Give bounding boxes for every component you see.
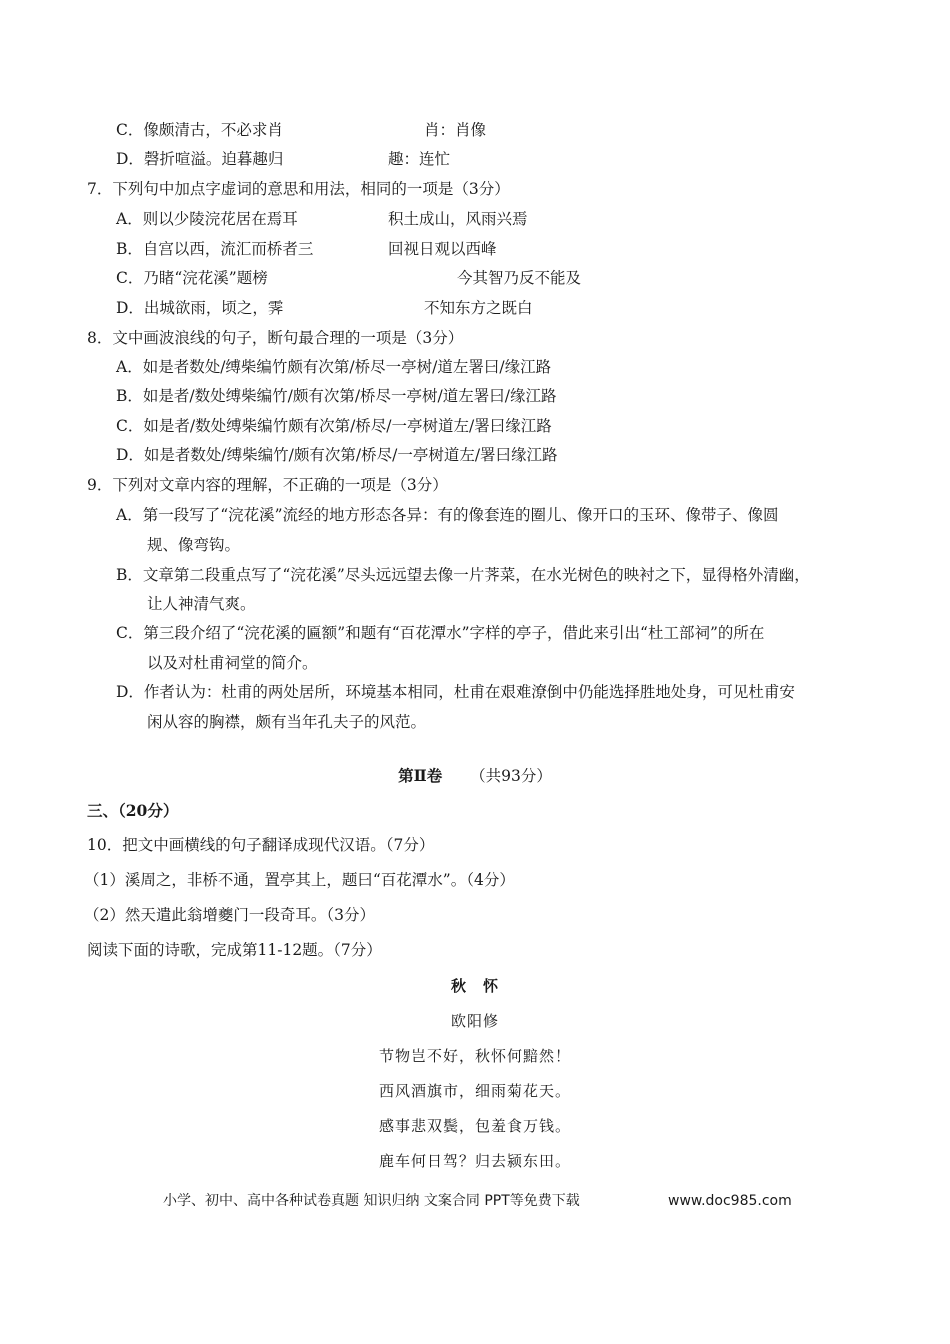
poem-line: 鹿车何日驾？归去颍东田。 (378, 1152, 571, 1170)
q9-option-b-cont: 让人神清气爽。 (147, 595, 256, 613)
q7-option-a: A．则以少陵浣花居在焉耳 (116, 210, 298, 228)
q9-option-b: B．文章第二段重点写了“浣花溪”尽头远远望去像一片荠菜，在水光树色的映衬之下，显得格外清幽， (116, 566, 810, 584)
q6-option-c-gloss: 肖：肖像 (424, 121, 487, 139)
q9-option-c-cont: 以及对杜甫祠堂的简介。 (147, 654, 318, 672)
q10-stem: 10．把文中画横线的句子翻译成现代汉语。（7分） (87, 836, 435, 854)
q7-stem: 7．下列句中加点字虚词的意思和用法，相同的一项是（3分） (87, 180, 510, 198)
q10-sentence-1: （1）溪周之，非桥不通，置亭其上，题曰“百花潭水”。（4分） (84, 871, 515, 889)
q9-option-c: C．第三段介绍了“浣花溪的匾额”和题有“百花潭水”字样的亭子，借此来引出“杜工部祠”的所在 (116, 624, 765, 642)
q6-option-d-gloss: 趣：连忙 (388, 150, 451, 168)
q7-option-b: B．自宫以西，流汇而桥者三 (116, 240, 314, 258)
section-score: （共93分） (470, 767, 552, 785)
poem-title: 秋 怀 (450, 977, 499, 995)
q7-option-d: D．出城欲雨，顷之，霁 (116, 299, 284, 317)
q8-option-a: A．如是者数处/缚柴编竹颇有次第/桥尽一亭树/道左署曰/缘江路 (116, 358, 552, 376)
q8-option-b: B．如是者/数处缚柴编竹/颇有次第/桥尽一亭树/道左署曰/缘江路 (116, 387, 557, 405)
q9-option-a-cont: 规、像弯钩。 (147, 536, 241, 554)
q7-option-a-right: 积土成山，风雨兴焉 (388, 210, 528, 228)
poem-author: 欧阳修 (450, 1012, 499, 1030)
section-heading (0, 765, 950, 787)
footer-url[interactable]: www.doc985.com (668, 1193, 792, 1209)
q9-option-d: D．作者认为：杜甫的两处居所，环境基本相同，杜甫在艰难潦倒中仍能选择胜地处身，可见杜甫安 (116, 683, 795, 701)
q9-stem: 9．下列对文章内容的理解，不正确的一项是（3分） (87, 476, 448, 494)
poem-line: 感事悲双鬓，包羞食万钱。 (378, 1117, 571, 1135)
q9-option-d-cont: 闲从容的胸襟，颇有当年孔夫子的风范。 (147, 713, 427, 731)
q8-option-c: C．如是者/数处缚柴编竹颇有次第/桥尽/一亭树道左/署曰缘江路 (116, 417, 552, 435)
poem-line: 节物岂不好，秋怀何黯然！ (378, 1047, 571, 1065)
q9-option-a: A．第一段写了“浣花溪”流经的地方形态各异：有的像套连的圈儿、像开口的玉环、像带子、像圆 (116, 506, 779, 524)
q7-option-b-right: 回视日观以西峰 (388, 240, 497, 258)
q7-option-c-right: 今其智乃反不能及 (457, 269, 582, 287)
poem-intro: 阅读下面的诗歌，完成第11-12题。（7分） (87, 941, 382, 959)
part-three-title: 三、（20分） (87, 801, 179, 820)
q10-sentence-2: （2）然天遣此翁增夔门一段奇耳。（3分） (84, 906, 375, 924)
q7-option-d-right: 不知东方之既白 (424, 299, 533, 317)
q8-option-d: D．如是者数处/缚柴编竹/颇有次第/桥尽/一亭树道左/署曰缘江路 (116, 446, 558, 464)
footer-text: 小学、初中、高中各种试卷真题 知识归纳 文案合同 PPT等免费下载 (163, 1193, 580, 1209)
q6-option-d: D．磬折喧溢。迫暮趣归 (116, 150, 284, 168)
section-title: 第Ⅱ卷 (398, 766, 443, 785)
q7-option-c: C．乃睹“浣花溪”题榜 (116, 269, 268, 287)
poem-line: 西风酒旗市，细雨菊花天。 (378, 1082, 571, 1100)
q8-stem: 8．文中画波浪线的句子，断句最合理的一项是（3分） (87, 329, 464, 347)
q6-option-c: C．像颇清古，不必求肖 (116, 121, 283, 139)
